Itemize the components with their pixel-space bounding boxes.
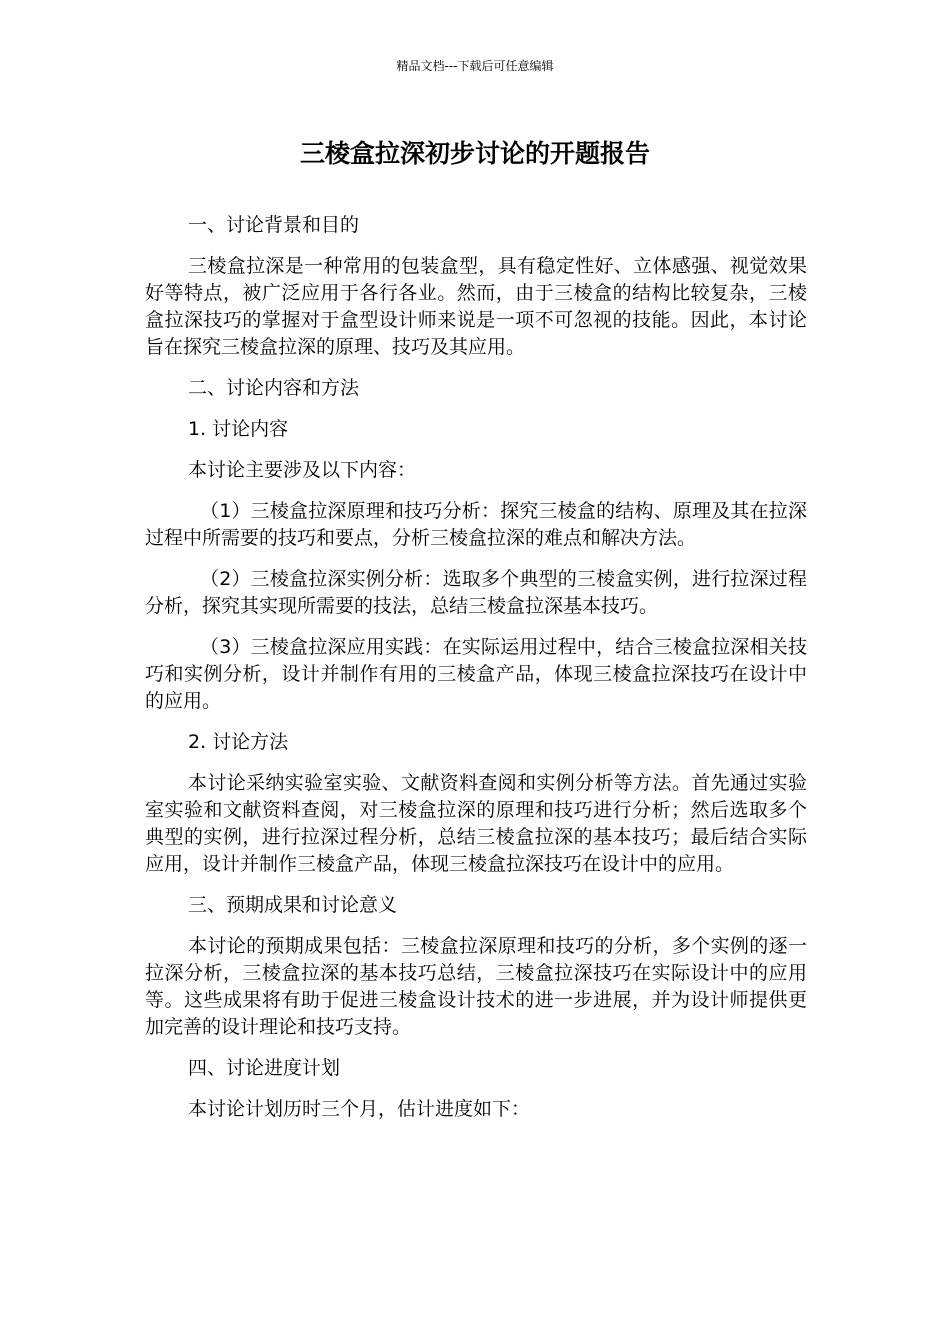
page-header-note: 精品文档---下载后可任意编辑 <box>396 59 554 73</box>
section-2-item-3: （3）三棱盒拉深应用实践：在实际运用过程中，结合三棱盒拉深相关技巧和实例分析，设计并制作有用的三棱盒产品，体现三棱盒拉深技巧在设计中的应用。 <box>145 636 807 712</box>
document-body <box>145 212 807 1137</box>
section-2-method-paragraph: 本讨论采纳实验室实验、文献资料查阅和实例分析等方法。首先通过实验室实验和文献资料查阅，对三棱盒拉深的原理和技巧进行分析；然后选取多个典型的实例，进行拉深过程分析，总结三棱盒拉深的基本技巧；最后结合实际应用，设计并制作三棱盒产品，体现三棱盒拉深技巧在设计中的应用。 <box>145 772 807 875</box>
section-2-intro: 本讨论主要涉及以下内容： <box>188 459 417 481</box>
document-title: 三棱盒拉深初步讨论的开题报告 <box>299 139 650 168</box>
section-3-paragraph: 本讨论的预期成果包括：三棱盒拉深原理和技巧的分析，多个实例的逐一拉深分析，三棱盒拉深的基本技巧总结，三棱盒拉深技巧在实际设计中的应用等。这些成果将有助于促进三棱盒设计技术的进一步进展，并为设计师提供更加完善的设计理论和技巧支持。 <box>145 935 807 1038</box>
section-2-item-2: （2）三棱盒拉深实例分析：选取多个典型的三棱盒实例，进行拉深过程分析，探究其实现所需要的技法，总结三棱盒拉深基本技巧。 <box>145 568 807 617</box>
section-1-heading: 一、讨论背景和目的 <box>188 214 360 236</box>
section-2-item-1: （1）三棱盒拉深原理和技巧分析：探究三棱盒的结构、原理及其在拉深过程中所需要的技巧和要点，分析三棱盒拉深的难点和解决方法。 <box>145 500 807 549</box>
section-2-subheading-content: 1. 讨论内容 <box>188 418 289 440</box>
section-1-paragraph: 三棱盒拉深是一种常用的包装盒型，具有稳定性好、立体感强、视觉效果好等特点，被广泛应用于各行各业。然而，由于三棱盒的结构比较复杂，三棱盒拉深技巧的掌握对于盒型设计师来说是一项不可忽视的技能。因此，本讨论旨在探究三棱盒拉深的原理、技巧及其应用。 <box>145 255 807 358</box>
section-2-heading: 二、讨论内容和方法 <box>188 377 360 399</box>
section-2-subheading-method: 2. 讨论方法 <box>188 731 289 753</box>
section-4-paragraph: 本讨论计划历时三个月，估计进度如下： <box>188 1098 531 1120</box>
section-4-heading: 四、讨论进度计划 <box>188 1057 341 1079</box>
section-3-heading: 三、预期成果和讨论意义 <box>188 894 398 916</box>
